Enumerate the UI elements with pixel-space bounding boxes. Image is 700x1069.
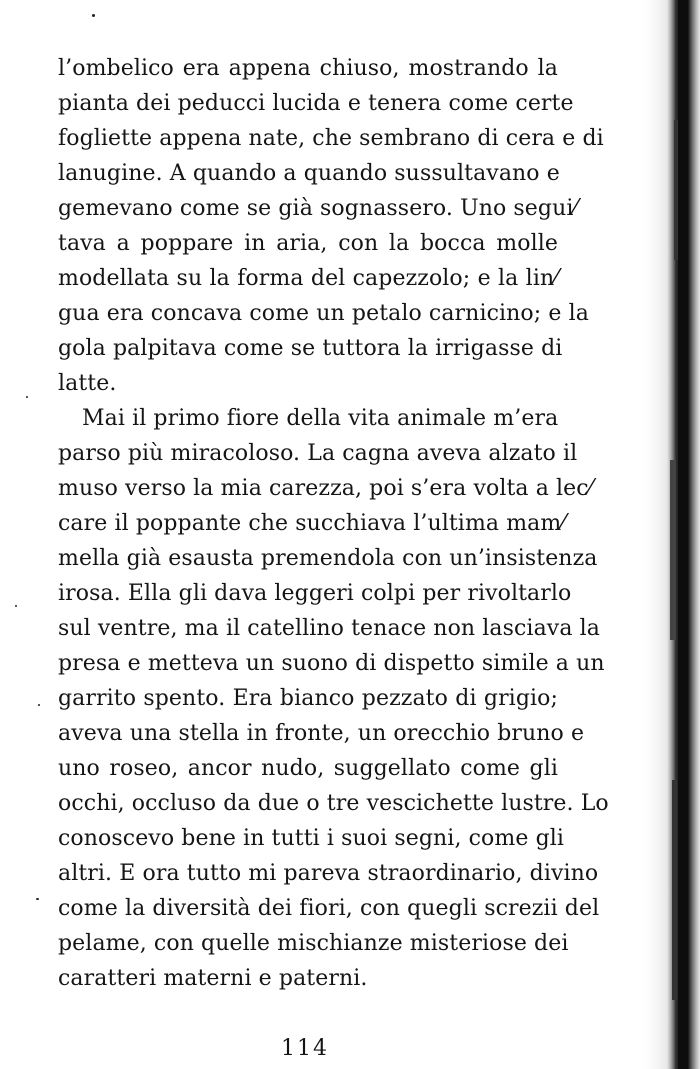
text-line: uno roseo, ancor nudo, suggellato come gli bbox=[58, 756, 558, 781]
scan-speck bbox=[92, 14, 95, 17]
text-line: aveva una stella in fronte, un orecchio bruno e bbox=[58, 721, 585, 746]
text-line: presa e metteva un suono di dispetto simile a un bbox=[58, 651, 605, 676]
text-line: pelame, con quelle mischianze misteriose dei bbox=[58, 931, 569, 956]
scan-speck bbox=[36, 898, 39, 900]
text-line: latte. bbox=[58, 371, 117, 396]
scan-speck bbox=[38, 704, 40, 706]
text-line: care il poppante che succhiava l’ultima mam⁄ bbox=[58, 511, 566, 536]
text-line: gua era concava come un petalo carnicino; e la bbox=[58, 301, 589, 326]
text-line: garrito spento. Era bianco pezzato di grigio; bbox=[58, 686, 558, 711]
text-line: come la diversità dei fiori, con quegli screzii del bbox=[58, 896, 600, 921]
text-line: parso più miracoloso. La cagna aveva alzato il bbox=[58, 441, 578, 466]
page-edge-shadow bbox=[620, 0, 700, 1069]
text-line: l’ombelico era appena chiuso, mostrando la bbox=[58, 56, 558, 81]
scan-speck bbox=[15, 605, 17, 607]
text-line: gemevano come se già sognassero. Uno segui⁄ bbox=[58, 196, 578, 221]
text-line: irosa. Ella gli dava leggeri colpi per rivoltarlo bbox=[58, 581, 572, 606]
text-line: occhi, occluso da due o tre vescichette lustre. Lo bbox=[58, 791, 609, 816]
text-line: fogliette appena nate, che sembrano di cera e di bbox=[58, 126, 604, 151]
text-line: mella già esausta premendola con un’insistenza bbox=[58, 546, 598, 571]
paragraph bbox=[58, 401, 609, 996]
text-line: muso verso la mia carezza, poi s’era volta a lec⁄ bbox=[58, 476, 593, 501]
text-line: caratteri materni e paterni. bbox=[58, 966, 368, 991]
text-line: sul ventre, ma il catellino tenace non lasciava la bbox=[58, 616, 600, 641]
text-line: tava a poppare in aria, con la bocca molle bbox=[58, 231, 558, 256]
text-line: Mai il primo fiore della vita animale m’era bbox=[82, 406, 559, 431]
paragraph bbox=[58, 51, 604, 401]
text-line: altri. E ora tutto mi pareva straordinario, divino bbox=[58, 861, 599, 886]
text-line: pianta dei peducci lucida e tenera come certe bbox=[58, 91, 574, 116]
text-line: lanugine. A quando a quando sussultavano e bbox=[58, 161, 560, 186]
page-number: 114 bbox=[281, 1036, 329, 1061]
text-line: conoscevo bene in tutti i suoi segni, come gli bbox=[58, 826, 565, 851]
text-line: modellata su la forma del capezzolo; e la lin⁄ bbox=[58, 266, 558, 291]
scan-speck bbox=[26, 396, 28, 398]
body-text bbox=[58, 51, 609, 996]
text-line: gola palpitava come se tuttora la irrigasse di bbox=[58, 336, 563, 361]
